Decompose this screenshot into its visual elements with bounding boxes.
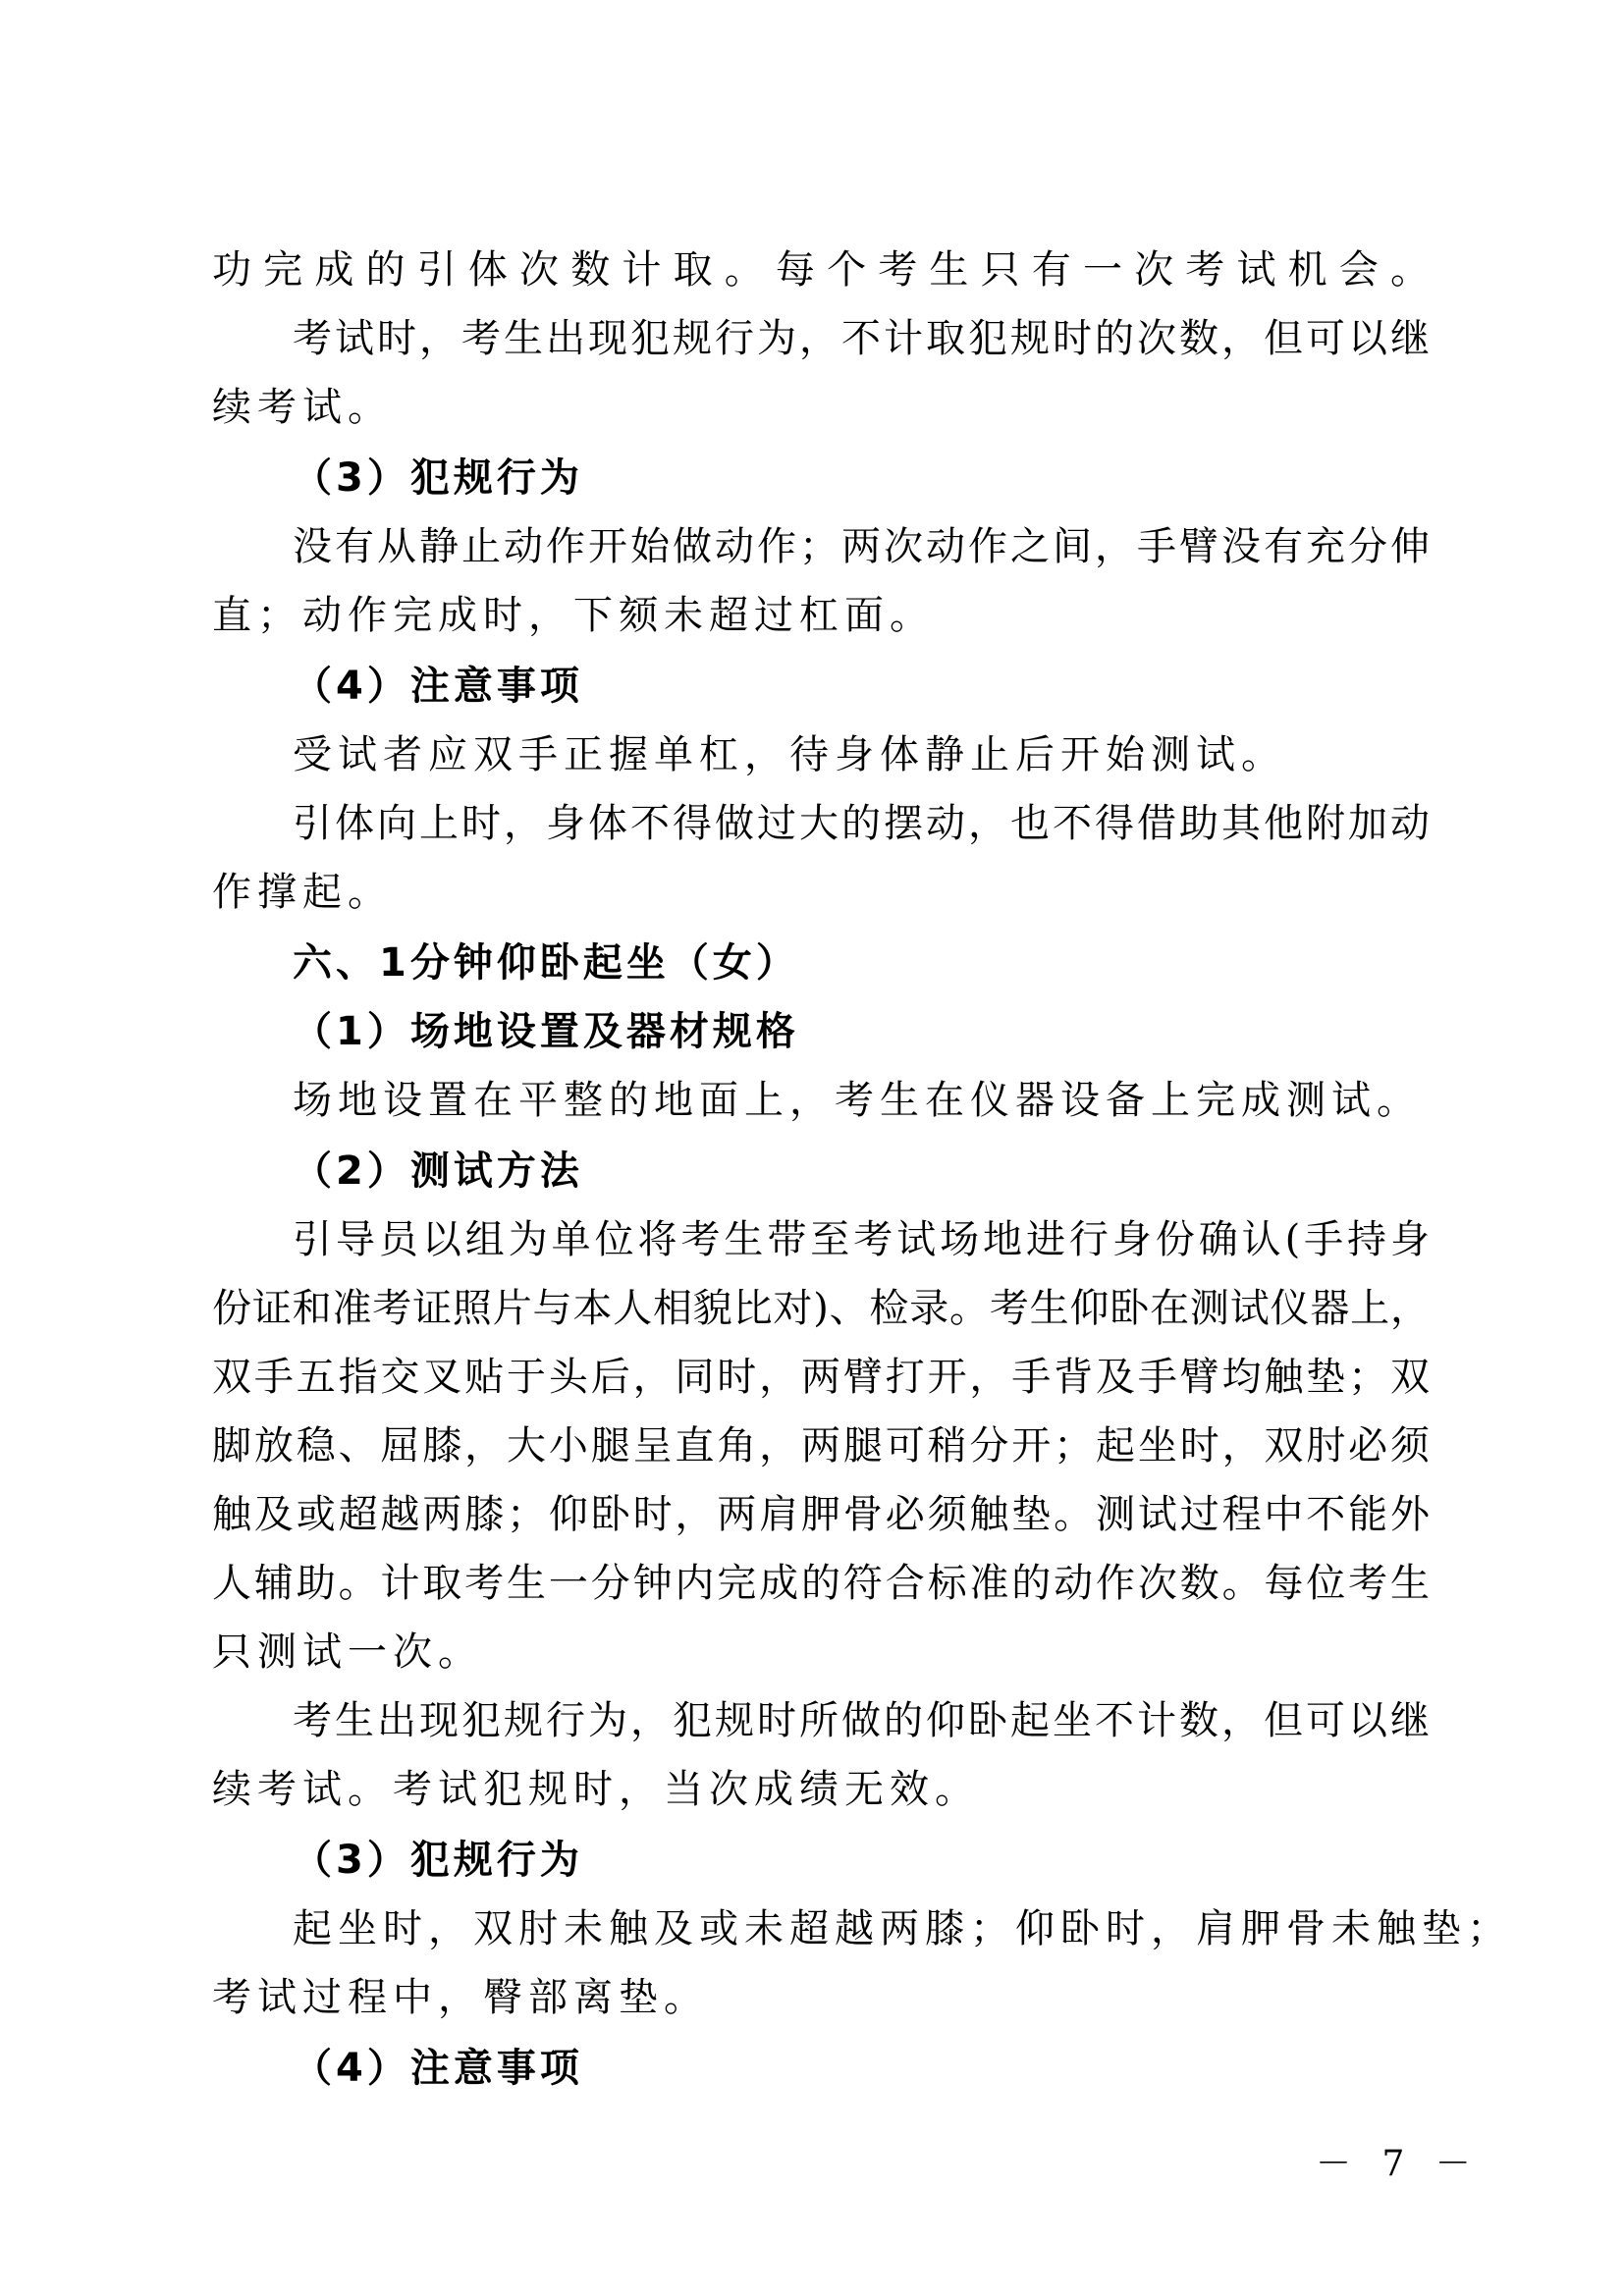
paragraph-line: 功完成的引体次数计取。每个考生只有一次考试机会。 bbox=[212, 247, 1430, 293]
section-heading: （2）测试方法 bbox=[293, 1148, 583, 1194]
section-heading: （4）注意事项 bbox=[293, 2046, 583, 2091]
section-heading: （1）场地设置及器材规格 bbox=[293, 1009, 799, 1054]
paragraph-line: 续考试。考试犯规时，当次成绩无效。 bbox=[212, 1767, 980, 1812]
paragraph-line: 考试过程中，臀部离垫。 bbox=[212, 1975, 709, 2020]
paragraph-line: 起坐时，双肘未触及或未超越两膝；仰卧时，肩胛骨未触垫； bbox=[293, 1906, 1512, 1951]
paragraph-line: 只测试一次。 bbox=[212, 1629, 483, 1675]
paragraph-line: 份证和准考证照片与本人相貌比对)、检录。考生仰卧在测试仪器上， bbox=[212, 1286, 1430, 1331]
page-number: － 7 － bbox=[1316, 2144, 1481, 2184]
paragraph-line: 受试者应双手正握单杠，待身体静止后开始测试。 bbox=[293, 732, 1286, 777]
paragraph-line: 作撑起。 bbox=[212, 870, 393, 915]
paragraph-line: 直；动作完成时，下颏未超过杠面。 bbox=[212, 593, 935, 638]
paragraph-line: 脚放稳、屈膝，大小腿呈直角，两腿可稍分开；起坐时，双肘必须 bbox=[212, 1423, 1430, 1468]
paragraph-line: 考试时，考生出现犯规行为，不计取犯规时的次数，但可以继 bbox=[293, 316, 1430, 361]
paragraph-line: 触及或超越两膝；仰卧时，两肩胛骨必须触垫。测试过程中不能外 bbox=[212, 1492, 1430, 1537]
paragraph-line: 没有从静止动作开始做动作；两次动作之间，手臂没有充分伸 bbox=[293, 524, 1430, 569]
chapter-heading: 六、1分钟仰卧起坐（女） bbox=[293, 940, 799, 986]
section-heading: （3）犯规行为 bbox=[293, 455, 583, 501]
paragraph-line: 人辅助。计取考生一分钟内完成的符合标准的动作次数。每位考生 bbox=[212, 1561, 1430, 1606]
paragraph-line: 场地设置在平整的地面上，考生在仪器设备上完成测试。 bbox=[293, 1078, 1422, 1123]
section-heading: （3）犯规行为 bbox=[293, 1838, 583, 1883]
paragraph-line: 双手五指交叉贴于头后，同时，两臂打开，手背及手臂均触垫；双 bbox=[212, 1355, 1430, 1400]
paragraph-line: 引体向上时，身体不得做过大的摆动，也不得借助其他附加动 bbox=[293, 801, 1430, 846]
paragraph-line: 续考试。 bbox=[212, 385, 393, 430]
paragraph-line: 考生出现犯规行为，犯规时所做的仰卧起坐不计数，但可以继 bbox=[293, 1698, 1430, 1743]
paragraph-line: 引导员以组为单位将考生带至考试场地进行身份确认(手持身 bbox=[293, 1217, 1430, 1262]
section-heading: （4）注意事项 bbox=[293, 664, 583, 709]
